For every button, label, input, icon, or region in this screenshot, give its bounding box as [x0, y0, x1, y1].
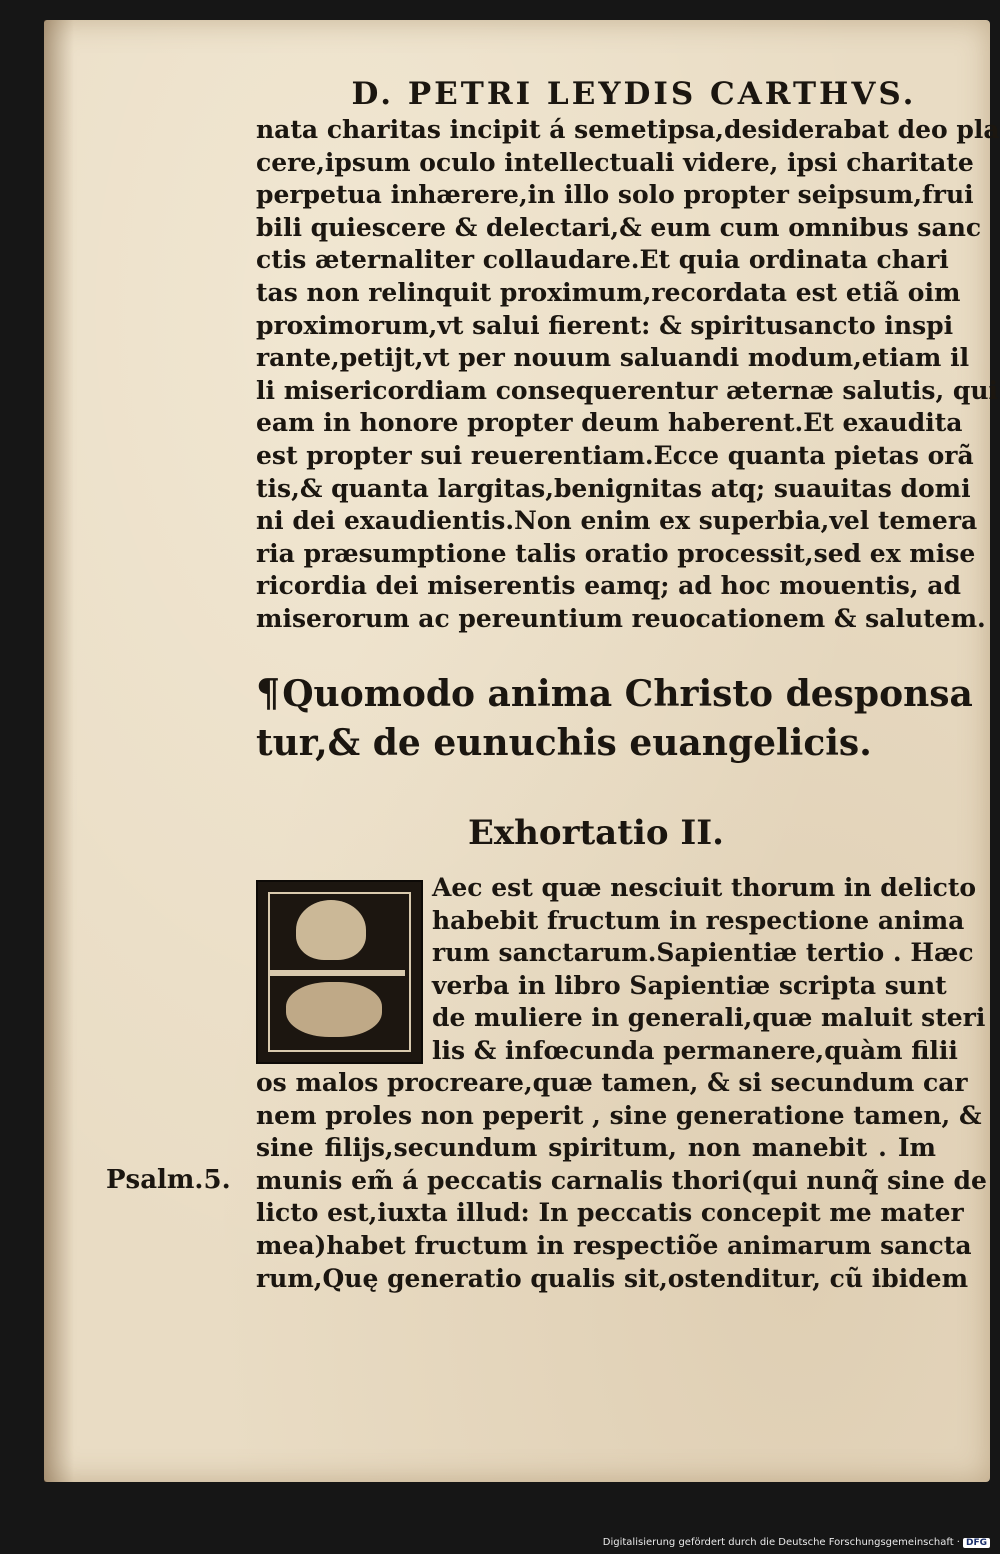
text-line: perpetua inhærere,in illo solo propter seipsum,frui	[256, 180, 974, 210]
section-subheading: Exhortatio II.	[467, 813, 724, 853]
book-page	[44, 20, 1000, 1482]
text-line: ricordia dei miserentis eamq; ad hoc mouentis, ad	[256, 571, 961, 601]
heading-line-2: tur,& de eunuchis euangelicis.	[256, 722, 872, 764]
chapter-heading	[256, 668, 973, 768]
text-line: Aec est quæ nesciuit thorum in delicto	[432, 873, 977, 902]
text-line: eam in honore propter deum haberent.Et exaudita	[256, 408, 963, 438]
heading-line-1	[256, 668, 973, 719]
paragraph-1	[256, 114, 1000, 636]
text-line: de muliere in generali,quæ maluit steri	[432, 1003, 986, 1033]
text-line: verba in libro Sapientiæ scripta sunt	[432, 970, 947, 1000]
text-line: ctis æternaliter collaudare.Et quia ordinata chari	[256, 245, 949, 275]
text-line: ni dei exaudientis.Non enim ex superbia,vel temera	[256, 506, 978, 536]
text-line: sine filijs,secundum spiritum, non manebit . Im	[256, 1133, 936, 1163]
text-line: os malos procreare,quæ tamen, & si secundum car	[256, 1068, 968, 1097]
text-line: miserorum ac pereuntium reuocationem & salutem.	[256, 603, 986, 633]
initial-figure-upper	[296, 900, 366, 960]
text-line: cere,ipsum oculo intellectuali videre, ipsi charitate	[256, 147, 974, 177]
heading-text-1: Quomodo anima Christo desponsa	[282, 673, 973, 715]
paragraph-2-beside-initial	[432, 872, 986, 1068]
paragraph-2-continued	[256, 1067, 987, 1295]
text-line: nata charitas incipit á semetipsa,desiderabat deo pla	[256, 115, 1000, 144]
text-line: licto est,iuxta illud: In peccatis concepit me mater	[256, 1198, 964, 1228]
text-line: lis & infœcunda permanere,quàm filii	[432, 1035, 958, 1065]
margin-note-psalm: Psalm.5.	[106, 1165, 231, 1195]
text-line: rante,petijt,vt per nouum saluandi modum,etiam il	[256, 343, 970, 373]
initial-figure-lower	[286, 982, 382, 1037]
text-line: nem proles non peperit , sine generatione tamen, &	[256, 1100, 982, 1130]
credit-text: Digitalisierung gefördert durch die Deutsche Forschungsgemeinschaft ·	[602, 1537, 960, 1548]
dfg-logo: DFG	[963, 1538, 990, 1548]
text-line: mea)habet fructum in respectiõe animarum sancta	[256, 1230, 972, 1260]
text-line: li misericordiam consequerentur æternæ salutis, qui	[256, 375, 999, 405]
text-line: ria præsumptione talis oratio processit,sed ex mise	[256, 538, 976, 568]
text-line: rum,Quę generatio qualis sit,ostenditur, cũ ibidem	[256, 1263, 969, 1293]
text-line: rum sanctarum.Sapientiæ tertio . Hæc	[432, 938, 974, 968]
initial-crossbar	[270, 970, 405, 976]
text-line: tis,& quanta largitas,benignitas atq; suauitas domi	[256, 473, 971, 503]
text-line: bili quiescere & delectari,& eum cum omnibus sanc	[256, 212, 982, 242]
digitization-credit	[603, 1537, 990, 1548]
text-line: munis em̃ á peccatis carnalis thori(qui nunq̃ sine de	[256, 1165, 987, 1195]
woodcut-initial-h	[256, 880, 423, 1064]
text-line: est propter sui reuerentiam.Ecce quanta pietas orã	[256, 440, 974, 470]
text-line: proximorum,vt salui fierent: & spiritusancto inspi	[256, 310, 954, 340]
running-head: D. PETRI LEYDIS CARTHVS.	[351, 76, 917, 112]
text-line: habebit fructum in respectione anima	[432, 905, 965, 935]
pilcrow-mark: ¶	[256, 670, 281, 715]
text-line: tas non relinquit proximum,recordata est etiã oim	[256, 277, 961, 307]
